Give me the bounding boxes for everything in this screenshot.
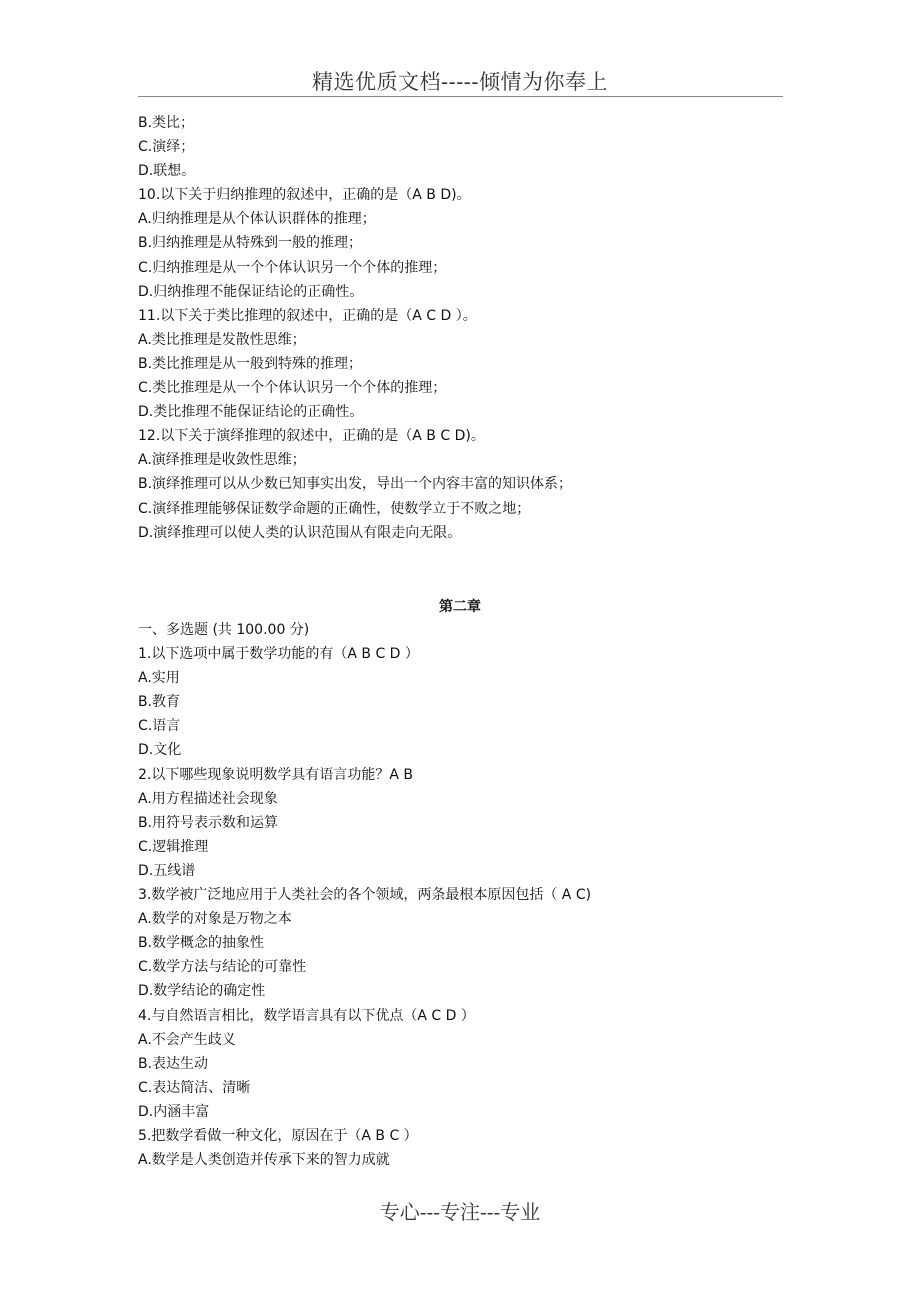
question-block-2	[138, 618, 788, 1172]
text-line: C.逻辑推理	[138, 838, 209, 855]
text-line: B.教育	[138, 694, 181, 711]
text-line: D.文化	[138, 742, 182, 759]
text-line: C.类比推理是从一个个体认识另一个个体的推理；	[138, 380, 447, 397]
text-line: A.归纳推理是从个体认识群体的推理；	[138, 211, 376, 228]
text-line: D.数学结论的确定性	[138, 983, 266, 1000]
chapter-title: 第二章	[439, 599, 481, 615]
text-line: C.归纳推理是从一个个体认识另一个个体的推理；	[138, 259, 447, 276]
text-line: B.用符号表示数和运算	[138, 814, 279, 831]
text-line: A.实用	[138, 670, 180, 687]
text-line: D.归纳推理不能保证结论的正确性。	[138, 283, 364, 300]
text-line: B.演绎推理可以从少数已知事实出发，导出一个内容丰富的知识体系；	[138, 476, 573, 493]
text-line: D.内涵丰富	[138, 1103, 210, 1120]
text-line: B.表达生动	[138, 1055, 209, 1072]
header-divider	[138, 96, 783, 97]
question-3: 3.数学被广泛地应用于人类社会的各个领域，两条最根本原因包括（ A C)	[138, 887, 592, 904]
page-header: 精选优质文档-----倾情为你奉上	[312, 70, 608, 94]
text-line: A.数学的对象是万物之本	[138, 911, 292, 928]
text-line: B.类比；	[138, 115, 195, 131]
text-line: A.数学是人类创造并传承下来的智力成就	[138, 1152, 390, 1169]
text-line: B.类比推理是从一般到特殊的推理；	[138, 355, 363, 372]
question-10: 10.以下关于归纳推理的叙述中，正确的是（A B D)。	[138, 187, 471, 204]
text-line: C.演绎推理能够保证数学命题的正确性，使数学立于不败之地；	[138, 500, 531, 517]
text-line: D.联想。	[138, 163, 196, 180]
question-1: 1.以下选项中属于数学功能的有（A B C D ）	[138, 646, 419, 663]
text-line: C.演绎；	[138, 139, 195, 156]
text-line: C.数学方法与结论的可靠性	[138, 959, 307, 976]
page-footer: 专心---专注---专业	[379, 1200, 541, 1224]
question-2: 2.以下哪些现象说明数学具有语言功能？A B	[138, 766, 413, 783]
text-line: A.演绎推理是收敛性思维；	[138, 452, 306, 469]
section-heading: 一、多选题 (共 100.00 分)	[138, 622, 310, 638]
text-line: B.数学概念的抽象性	[138, 935, 265, 952]
question-block-1	[138, 111, 788, 545]
text-line: C.语言	[138, 718, 181, 735]
text-line: D.演绎推理可以使人类的认识范围从有限走向无限。	[138, 524, 462, 541]
text-line: C.表达简洁、清晰	[138, 1079, 251, 1096]
text-line: D.类比推理不能保证结论的正确性。	[138, 404, 364, 421]
question-12: 12.以下关于演绎推理的叙述中，正确的是（A B C D)。	[138, 428, 485, 445]
text-line: A.类比推理是发散性思维；	[138, 331, 306, 348]
question-5: 5.把数学看做一种文化，原因在于（A B C ）	[138, 1127, 418, 1144]
text-line: A.用方程描述社会现象	[138, 790, 278, 807]
text-line: B.归纳推理是从特殊到一般的推理；	[138, 235, 363, 252]
question-11: 11.以下关于类比推理的叙述中，正确的是（A C D ）。	[138, 307, 477, 324]
text-line: D.五线谱	[138, 862, 196, 879]
question-4: 4.与自然语言相比，数学语言具有以下优点（A C D ）	[138, 1007, 475, 1024]
text-line: A.不会产生歧义	[138, 1031, 236, 1048]
